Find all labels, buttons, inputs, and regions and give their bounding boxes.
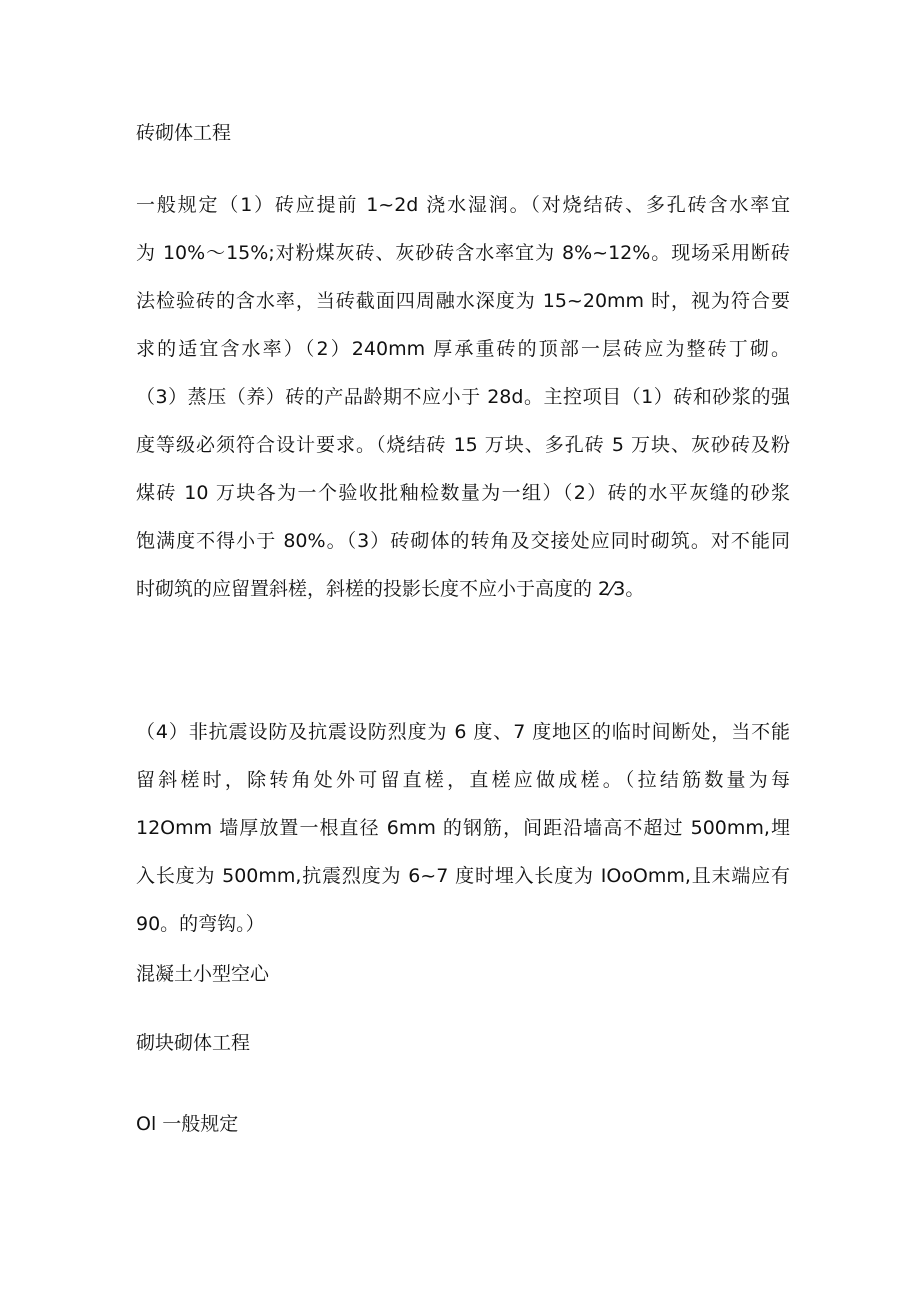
paragraph-line: 入长度为 500mm,抗震烈度为 6~7 度时埋入长度为 IOoOmm,且末端应有 <box>136 865 790 887</box>
subsection-general-rules: Ol 一般规定 <box>136 1113 239 1135</box>
paragraph-line: 12Omm 墙厚放置一根直径 6mm 的钢筋，间距沿墙高不超过 500mm,埋 <box>136 817 790 839</box>
section-title-brick-masonry: 砖砌体工程 <box>136 122 232 144</box>
paragraph-line: 为 10%～15%;对粉煤灰砖、灰砂砖含水率宜为 8%~12%。现场采用断砖 <box>136 242 790 264</box>
paragraph-line: 90。的弯钩。） <box>136 913 265 935</box>
paragraph-line: （3）蒸压（养）砖的产品龄期不应小于 28d。主控项目（1）砖和砂浆的强 <box>136 386 790 408</box>
paragraph-line: 度等级必须符合设计要求。（烧结砖 15 万块、多孔砖 5 万块、灰砂砖及粉 <box>136 434 790 456</box>
paragraph-line: 时砌筑的应留置斜槎，斜槎的投影长度不应小于高度的 2⁄3。 <box>136 578 645 600</box>
paragraph-line: 煤砖 10 万块各为一个验收批釉检数量为一组）（2）砖的水平灰缝的砂浆 <box>136 482 790 504</box>
paragraph-line: 法检验砖的含水率，当砖截面四周融水深度为 15~20mm 时，视为符合要 <box>136 290 790 312</box>
paragraph-line: （4）非抗震设防及抗震设防烈度为 6 度、7 度地区的临时间断处，当不能 <box>136 721 790 743</box>
paragraph-line: 一般规定（1）砖应提前 1~2d 浇水湿润。（对烧结砖、多孔砖含水率宜 <box>136 194 790 216</box>
section-title-concrete-block-line2: 砌块砌体工程 <box>136 1032 251 1054</box>
paragraph-line: 饱满度不得小于 80%。（3）砖砌体的转角及交接处应同时砌筑。对不能同 <box>136 530 790 552</box>
section-title-concrete-block-line1: 混凝土小型空心 <box>136 963 270 985</box>
paragraph-line: 求的适宜含水率）（2）240mm 厚承重砖的顶部一层砖应为整砖丁砌。 <box>136 338 790 360</box>
paragraph-line: 留斜槎时，除转角处外可留直槎，直槎应做成槎。（拉结筋数量为每 <box>136 769 790 791</box>
